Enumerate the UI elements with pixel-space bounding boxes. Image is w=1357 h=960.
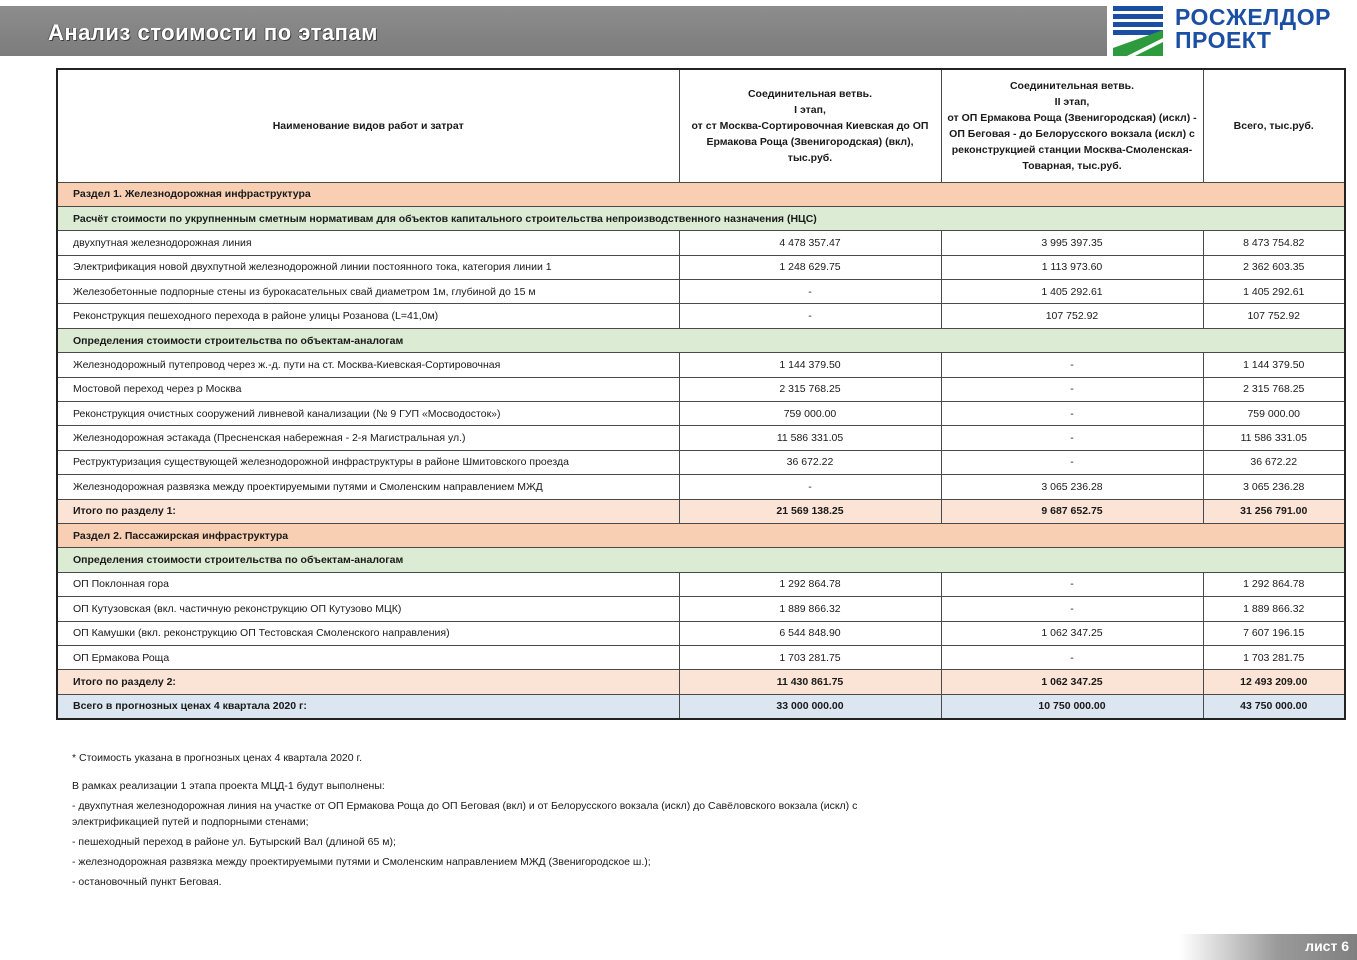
section-row [57,523,1345,547]
header-name: Наименование видов работ и затрат [57,69,679,182]
row-stage2: 1 113 973.60 [941,255,1203,279]
table-row [57,597,1345,621]
row-stage1: - [679,475,941,499]
note-item: - железнодорожная развязка между проектируемыми путями и Смоленским направлением МЖД (Звенигородское ш.); [72,856,651,868]
total-total: 31 256 791.00 [1203,499,1345,523]
table-row [57,621,1345,645]
logo-wordmark [1175,6,1331,52]
row-stage1: 4 478 357.47 [679,231,941,255]
row-total: 1 144 379.50 [1203,353,1345,377]
total-stage1: 11 430 861.75 [679,670,941,694]
row-name: ОП Поклонная гора [57,572,679,596]
section-total-row [57,670,1345,694]
row-stage2: 1 405 292.61 [941,280,1203,304]
table-row [57,353,1345,377]
table-row [57,280,1345,304]
note-item: - пешеходный переход в районе ул. Бутырский Вал (длиной 65 м); [72,836,396,848]
subsection-row [57,328,1345,352]
logo-mark-icon [1113,6,1163,56]
row-stage2: - [941,572,1203,596]
table-row [57,402,1345,426]
row-stage2: - [941,450,1203,474]
row-total: 2 362 603.35 [1203,255,1345,279]
logo-line-1: РОСЖЕЛДОР [1175,4,1331,30]
row-stage1: - [679,304,941,328]
section-label: Раздел 2. Пассажирская инфраструктура [57,523,1345,547]
row-stage1: 2 315 768.25 [679,377,941,401]
subsection-label: Определения стоимости строительства по объектам-аналогам [57,328,1345,352]
header-bar [0,6,1107,56]
row-stage1: 1 144 379.50 [679,353,941,377]
row-total: 7 607 196.15 [1203,621,1345,645]
row-stage1: - [679,280,941,304]
subsection-label: Расчёт стоимости по укрупненным сметным нормативам для объектов капитального строительства непроизводственного назначения (НЦС) [57,206,1345,230]
table-row [57,475,1345,499]
row-stage2: - [941,402,1203,426]
row-stage2: - [941,353,1203,377]
row-name: Железобетонные подпорные стены из бурокасательных свай диаметром 1м, глубиной до 15 м [57,280,679,304]
section-label: Раздел 1. Железнодорожная инфраструктура [57,182,1345,206]
subsection-row [57,206,1345,230]
row-name: ОП Камушки (вкл. реконструкцию ОП Тестовская Смоленского направления) [57,621,679,645]
row-total: 2 315 768.25 [1203,377,1345,401]
grand-total-label: Всего в прогнозных ценах 4 квартала 2020 г: [57,694,679,718]
row-name: Железнодорожная эстакада (Пресненская набережная - 2-я Магистральная ул.) [57,426,679,450]
page-number: лист 6 [1305,938,1349,954]
row-stage1: 6 544 848.90 [679,621,941,645]
row-name: двухпутная железнодорожная линия [57,231,679,255]
table-row [57,255,1345,279]
header-stage2: Соединительная ветвь. II этап, от ОП Ермакова Роща (Звенигородская) (искл) - ОП Беговая - до Белорусского вокзала (искл) с реконструкцией станции Москва-Смоленская-Товарная, тыс.руб. [941,69,1203,182]
row-name: Железнодорожный путепровод через ж.-д. пути на ст. Москва-Киевская-Сортировочная [57,353,679,377]
table-row [57,377,1345,401]
row-total: 36 672.22 [1203,450,1345,474]
row-total: 11 586 331.05 [1203,426,1345,450]
row-stage2: 107 752.92 [941,304,1203,328]
total-label: Итого по разделу 2: [57,670,679,694]
header-total: Всего, тыс.руб. [1203,69,1345,182]
row-total: 1 292 864.78 [1203,572,1345,596]
subsection-label: Определения стоимости строительства по объектам-аналогам [57,548,1345,572]
row-stage1: 1 889 866.32 [679,597,941,621]
row-name: ОП Ермакова Роща [57,645,679,669]
row-stage2: - [941,645,1203,669]
header-stage1: Соединительная ветвь. I этап, от ст Москва-Сортировочная Киевская до ОП Ермакова Роща (Звенигородская) (вкл), тыс.руб. [679,69,941,182]
row-stage2: 3 065 236.28 [941,475,1203,499]
row-total: 107 752.92 [1203,304,1345,328]
notes [72,750,932,890]
row-total: 1 889 866.32 [1203,597,1345,621]
row-name: Реструктуризация существующей железнодорожной инфраструктуры в районе Шмитовского проезда [57,450,679,474]
row-name: Мостовой переход через р Москва [57,377,679,401]
grand-total-stage2: 10 750 000.00 [941,694,1203,718]
row-name: ОП Кутузовская (вкл. частичную реконструкцию ОП Кутузово МЦК) [57,597,679,621]
table-row [57,450,1345,474]
table-row [57,426,1345,450]
table-row [57,231,1345,255]
table-header-row [57,69,1345,182]
grand-total-stage1: 33 000 000.00 [679,694,941,718]
logo-line-2: ПРОЕКТ [1175,27,1272,53]
row-total: 1 405 292.61 [1203,280,1345,304]
row-total: 3 065 236.28 [1203,475,1345,499]
company-logo [1113,6,1353,56]
page-title: Анализ стоимости по этапам [48,20,378,45]
table-row [57,572,1345,596]
total-stage1: 21 569 138.25 [679,499,941,523]
row-stage2: - [941,377,1203,401]
grand-total-total: 43 750 000.00 [1203,694,1345,718]
subsection-row [57,548,1345,572]
row-stage2: 3 995 397.35 [941,231,1203,255]
notes-intro: В рамках реализации 1 этапа проекта МЦД-1 будут выполнены: [72,780,385,792]
row-total: 8 473 754.82 [1203,231,1345,255]
row-total: 1 703 281.75 [1203,645,1345,669]
note-item: - двухпутная железнодорожная линия на участке от ОП Ермакова Роща до ОП Беговая (вкл) и от Белорусского вокзала (искл) до Савёловского вокзала (искл) с электрификацией путей и подпорными стенами; [72,800,858,828]
table-row [57,645,1345,669]
grand-total-row [57,694,1345,718]
section-total-row [57,499,1345,523]
row-stage1: 11 586 331.05 [679,426,941,450]
row-stage2: 1 062 347.25 [941,621,1203,645]
cost-table [56,68,1346,720]
row-name: Электрификация новой двухпутной железнодорожной линии постоянного тока, категория линии 1 [57,255,679,279]
row-stage2: - [941,426,1203,450]
section-row [57,182,1345,206]
row-stage1: 1 248 629.75 [679,255,941,279]
row-stage1: 36 672.22 [679,450,941,474]
row-stage1: 1 703 281.75 [679,645,941,669]
note-item: - остановочный пункт Беговая. [72,876,222,888]
row-name: Реконструкция пешеходного перехода в районе улицы Розанова (L=41,0м) [57,304,679,328]
row-total: 759 000.00 [1203,402,1345,426]
row-name: Реконструкция очистных сооружений ливневой канализации (№ 9 ГУП «Мосводосток») [57,402,679,426]
footnote: * Стоимость указана в прогнозных ценах 4 квартала 2020 г. [72,752,362,764]
total-label: Итого по разделу 1: [57,499,679,523]
footer-bar [1180,934,1357,960]
total-total: 12 493 209.00 [1203,670,1345,694]
row-stage1: 1 292 864.78 [679,572,941,596]
total-stage2: 9 687 652.75 [941,499,1203,523]
row-stage2: - [941,597,1203,621]
row-stage1: 759 000.00 [679,402,941,426]
row-name: Железнодорожная развязка между проектируемыми путями и Смоленским направлением МЖД [57,475,679,499]
table-row [57,304,1345,328]
total-stage2: 1 062 347.25 [941,670,1203,694]
